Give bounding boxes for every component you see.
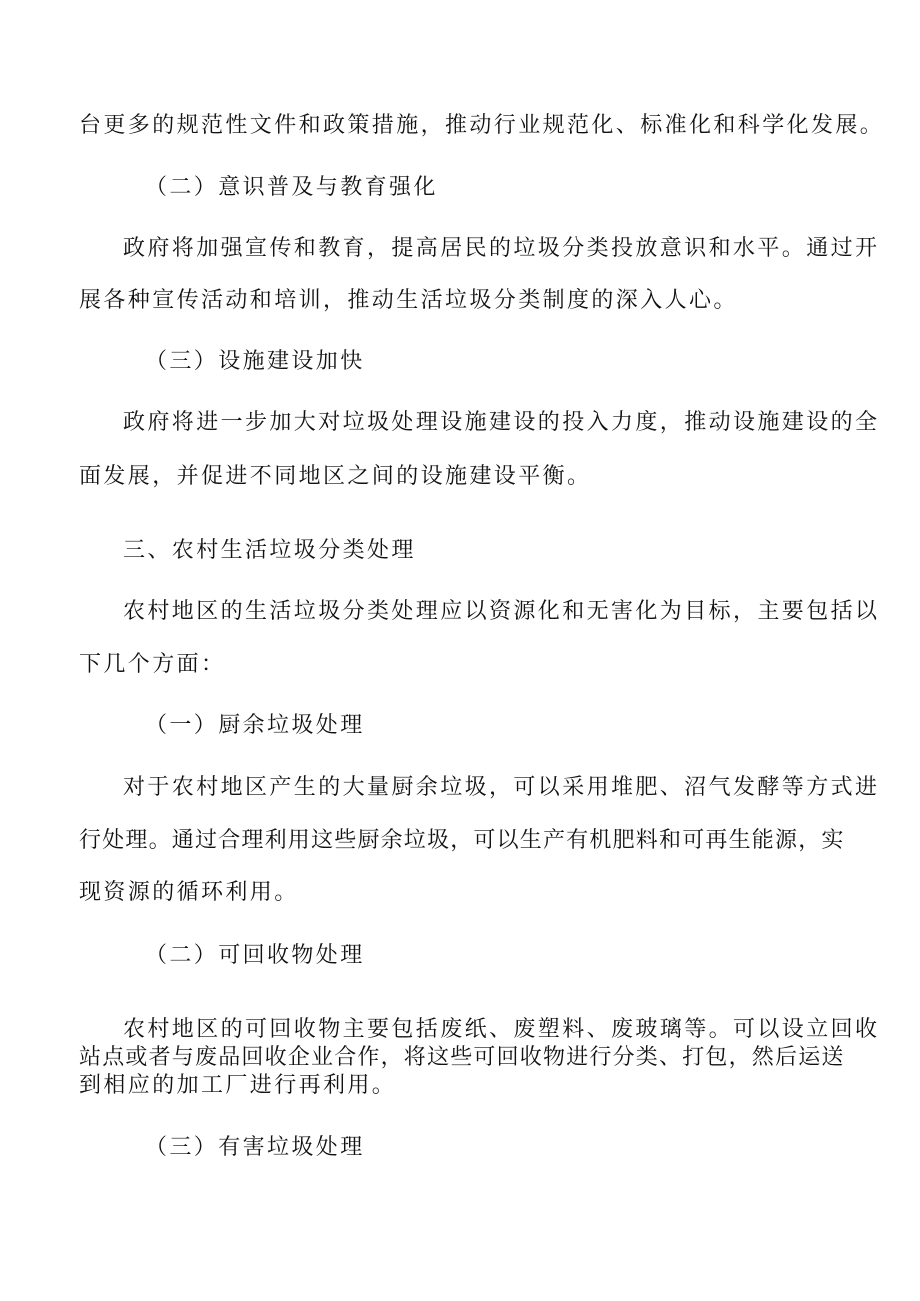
- paragraph-line: 行处理。通过合理利用这些厨余垃圾，可以生产有机肥料和可再生能源，实: [79, 828, 845, 853]
- paragraph-line: 到相应的加工厂进行再利用。: [79, 1073, 397, 1098]
- paragraph-line: 农村地区的生活垃圾分类处理应以资源化和无害化为目标，主要包括以: [123, 599, 880, 624]
- paragraph-line: 现资源的循环利用。: [79, 880, 299, 905]
- paragraph-line: 农村地区的可回收物主要包括废纸、废塑料、废玻璃等。可以设立回收: [123, 1017, 880, 1042]
- paragraph-line: 下几个方面：: [79, 652, 226, 677]
- paragraph-line: 政府将进一步加大对垃圾处理设施建设的投入力度，推动设施建设的全: [123, 410, 880, 435]
- section-heading: （二）可回收物处理: [145, 943, 365, 968]
- section-heading: （二）意识普及与教育强化: [145, 175, 438, 200]
- paragraph-line: 展各种宣传活动和培训，推动生活垃圾分类制度的深入人心。: [79, 288, 738, 313]
- paragraph-line: 政府将加强宣传和教育，提高居民的垃圾分类投放意识和水平。通过开: [123, 236, 880, 261]
- paragraph-line: 站点或者与废品回收企业合作，将这些可回收物进行分类、打包，然后运送: [79, 1045, 845, 1070]
- paragraph-line: 面发展，并促进不同地区之间的设施建设平衡。: [79, 464, 592, 489]
- paragraph-line: 台更多的规范性文件和政策措施，推动行业规范化、标准化和科学化发展。: [79, 113, 885, 138]
- section-heading: （三）有害垃圾处理: [145, 1135, 365, 1160]
- paragraph-line: 对于农村地区产生的大量厨余垃圾，可以采用堆肥、沼气发酵等方式进: [123, 775, 880, 800]
- section-heading: （一）厨余垃圾处理: [145, 713, 365, 738]
- section-heading: （三）设施建设加快: [145, 349, 365, 374]
- chapter-heading: 三、农村生活垃圾分类处理: [123, 538, 416, 563]
